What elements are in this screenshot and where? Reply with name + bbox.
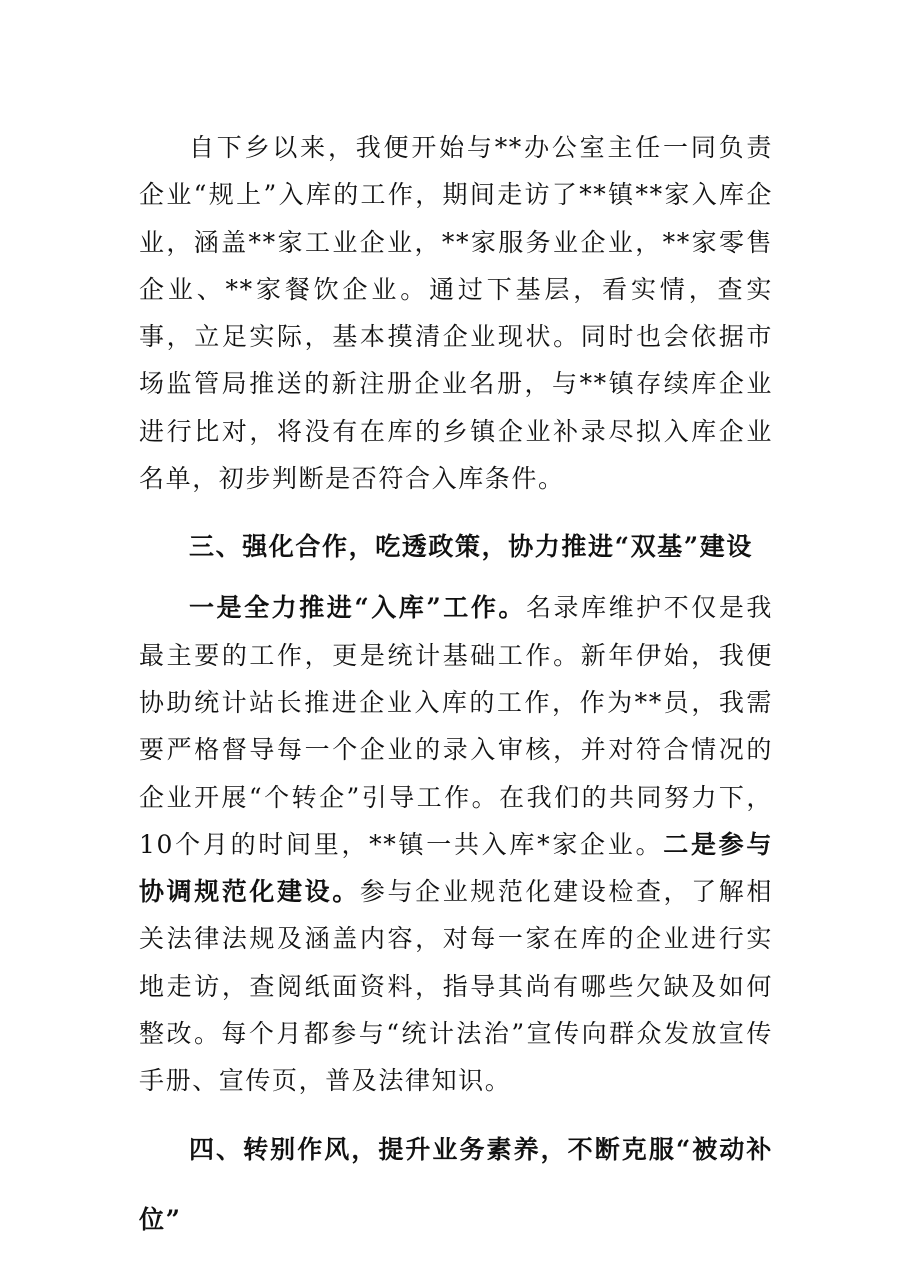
bold-lead-one: 一是全力推进“入库”工作。 xyxy=(189,593,526,623)
section-heading-three xyxy=(139,512,773,582)
heading-text: 四、转别作风，提升业务素养，不断克服“被动补位” xyxy=(139,1134,773,1234)
document-body xyxy=(139,124,773,1255)
paragraph-text: 参与企业规范化建设检查，了解相关法律法规及涵盖内容，对每一家在库的企业进行实地走访，查阅纸面资料，指导其尚有哪些欠缺及如何整改。每个月都参与“统计法治”宣传向群众发放宣传手册、宣传页，普及法律知识。 xyxy=(139,877,773,1096)
paragraph-enterprise-visits xyxy=(139,124,773,502)
paragraph-storage-work xyxy=(139,584,773,1104)
paragraph-text: 自下乡以来，我便开始与**办公室主任一同负责企业“规上”入库的工作，期间走访了**镇**家入库企业，涵盖**家工业企业，**家服务业企业，**家零售企业、**家餐饮企业。通过下基层，看实情，查实事，立足实际，基本摸清企业现状。同时也会依据市场监管局推送的新注册企业名册，与**镇存续库企业进行比对，将没有在库的乡镇企业补录尽拟入库企业名单，初步判断是否符合入库条件。 xyxy=(139,133,773,494)
bold-lead-two: 二是参与协调规范化建设。 xyxy=(139,829,773,907)
heading-text: 三、强化合作，吃透政策，协力推进“双基”建设 xyxy=(189,532,753,562)
section-heading-four xyxy=(139,1115,773,1255)
paragraph-text: 名录库维护不仅是我最主要的工作，更是统计基础工作。新年伊始，我便协助统计站长推进企业入库的工作，作为**员，我需要严格督导每一个企业的录入审核，并对符合情况的企业开展“个转企”引导工作。在我们的共同努力下，10个月的时间里，**镇一共入库*家企业。 xyxy=(139,593,774,859)
